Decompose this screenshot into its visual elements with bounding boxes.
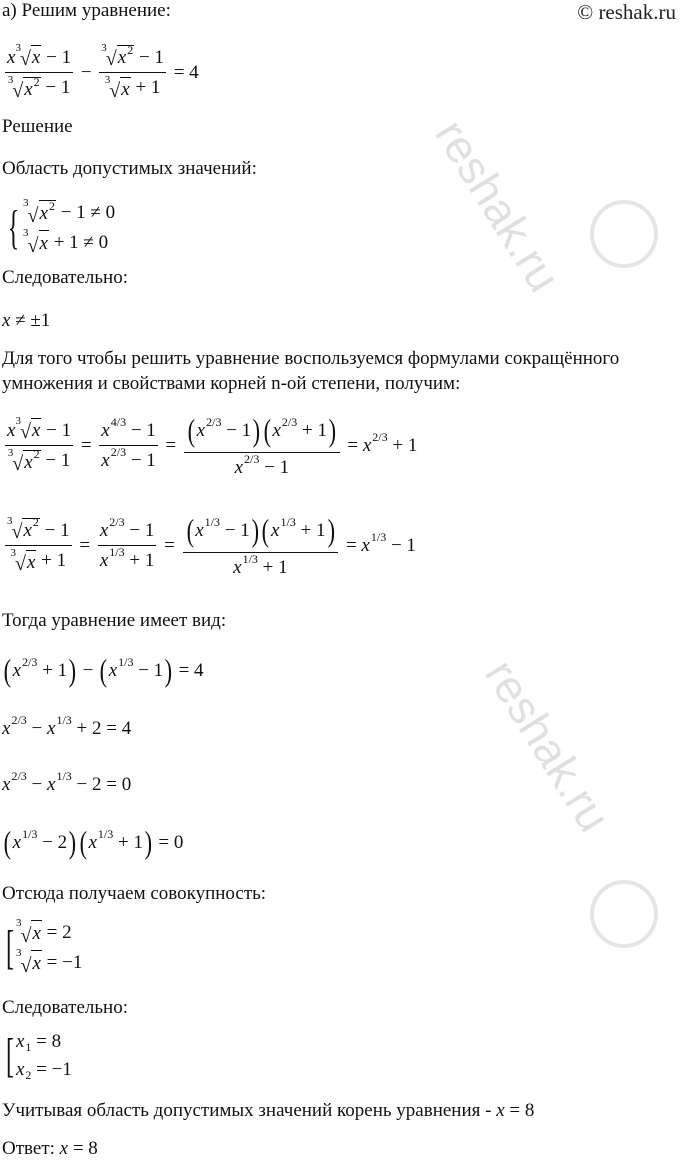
variable-symbol: x bbox=[99, 519, 109, 541]
fraction bbox=[99, 42, 166, 102]
math-text: = −1 bbox=[31, 1059, 72, 1080]
math-text: − 1 bbox=[126, 449, 156, 471]
radical-sign-icon: √ bbox=[20, 925, 32, 947]
numerator bbox=[5, 414, 73, 446]
math-text: = bbox=[160, 434, 182, 456]
math-text: − 1 bbox=[39, 519, 70, 541]
fraction-exponent: 2/3 bbox=[372, 429, 388, 444]
math-text: + 1 bbox=[113, 831, 143, 853]
denominator bbox=[99, 446, 158, 472]
cube-root bbox=[15, 947, 42, 977]
math-text: = bbox=[74, 534, 95, 556]
watermark-circle-icon bbox=[590, 200, 658, 268]
math-text: + 1 bbox=[295, 519, 326, 541]
subscript: 1 bbox=[25, 1040, 32, 1054]
fraction-exponent: 1/3 bbox=[56, 769, 72, 783]
fraction-exponent: 1/3 bbox=[280, 514, 296, 529]
bracket-icon: [ bbox=[5, 921, 14, 974]
math-text: + 1 bbox=[124, 549, 155, 571]
variable-symbol: x bbox=[26, 551, 36, 573]
exponent: 2 bbox=[48, 199, 55, 213]
radicand bbox=[120, 77, 130, 101]
fraction-exponent: 1/3 bbox=[118, 654, 134, 669]
variable-symbol: x bbox=[32, 953, 41, 974]
math-text: = 4 bbox=[168, 62, 199, 83]
fraction-exponent: 2/3 bbox=[109, 514, 125, 529]
intro-line-1: Для того чтобы решить уравнение воспользуемся формулами сокращённого bbox=[2, 348, 620, 369]
variable-symbol: x bbox=[32, 923, 41, 944]
radical-sign-icon: √ bbox=[15, 552, 26, 575]
fraction-exponent: 2/3 bbox=[110, 444, 127, 459]
domain-label: Область допустимых значений: bbox=[2, 158, 257, 179]
answer-label: Ответ: bbox=[2, 1138, 60, 1159]
row bbox=[15, 947, 83, 977]
numerator bbox=[184, 412, 340, 453]
variable bbox=[24, 74, 40, 101]
variable bbox=[361, 529, 387, 557]
variable-symbol: ( x bbox=[196, 419, 206, 441]
rows bbox=[15, 917, 83, 977]
fraction bbox=[5, 414, 73, 475]
variable bbox=[32, 952, 40, 976]
radicand bbox=[31, 950, 41, 976]
fraction bbox=[183, 512, 339, 579]
cube-root bbox=[15, 42, 41, 70]
math-text: − 2 bbox=[37, 831, 68, 853]
row bbox=[16, 1030, 72, 1054]
set-of-equations bbox=[2, 1030, 72, 1082]
variable bbox=[24, 447, 40, 474]
radicand bbox=[22, 515, 39, 542]
variable-symbol: ( x bbox=[271, 519, 280, 541]
variable bbox=[40, 232, 48, 256]
fraction-exponent: 2/3 bbox=[244, 452, 260, 466]
row bbox=[15, 917, 82, 947]
math-text: − 1 ≠ 0 bbox=[55, 202, 116, 223]
exponent: 2 bbox=[32, 515, 39, 529]
fraction-exponent: 1/3 bbox=[242, 552, 258, 566]
variable bbox=[271, 514, 296, 542]
fraction-exponent: 4/3 bbox=[110, 414, 127, 429]
variable-symbol: x bbox=[31, 47, 41, 68]
variable-symbol: x bbox=[233, 557, 242, 578]
parenthesized-group bbox=[98, 652, 174, 689]
cube-root bbox=[15, 917, 42, 947]
root-index: 3 bbox=[104, 74, 111, 86]
math-text: + 1 bbox=[257, 557, 288, 578]
radicand bbox=[23, 74, 40, 101]
radical-sign-icon: √ bbox=[12, 80, 24, 102]
numerator bbox=[5, 514, 72, 546]
denominator bbox=[6, 446, 73, 474]
variable bbox=[117, 42, 134, 69]
math-text: + 1 bbox=[387, 434, 418, 456]
equation-b bbox=[2, 713, 132, 740]
variable bbox=[101, 444, 127, 472]
math-text: − 1 bbox=[133, 659, 164, 681]
math-text: = 8 bbox=[68, 1138, 98, 1159]
variable bbox=[195, 514, 221, 542]
math-text: + 1 bbox=[36, 549, 67, 571]
bracket-icon: [ bbox=[5, 1029, 14, 1082]
variable-symbol: x bbox=[24, 451, 33, 473]
math-text: − 1 bbox=[126, 419, 156, 441]
denominator bbox=[231, 553, 290, 579]
variable bbox=[362, 429, 388, 457]
radical-sign-icon: √ bbox=[19, 420, 31, 443]
radicand bbox=[31, 920, 41, 946]
variable-symbol: ( x bbox=[12, 659, 22, 681]
variable-symbol: x bbox=[47, 718, 56, 739]
exponent: 2 bbox=[127, 42, 134, 57]
root-index: 3 bbox=[7, 446, 14, 459]
variable-symbol: x bbox=[101, 419, 110, 441]
math-text: − 1 bbox=[220, 519, 250, 541]
math-text: + 2 = 4 bbox=[71, 718, 132, 739]
then-label: Тогда уравнение имеет вид: bbox=[2, 610, 227, 631]
variable-symbol: ( x bbox=[108, 659, 118, 681]
fraction-exponent: 1/3 bbox=[97, 826, 114, 841]
diagonal-watermark: reshak.ru bbox=[425, 110, 571, 301]
variable bbox=[27, 552, 35, 574]
math-text: − bbox=[26, 718, 47, 739]
math-text: − 1 bbox=[41, 419, 72, 441]
math-text: = −1 bbox=[41, 952, 83, 973]
variable bbox=[121, 79, 129, 101]
math-text: − bbox=[76, 62, 97, 83]
hence-label: Отсюда получаем совокупность: bbox=[2, 883, 267, 904]
root-index: 3 bbox=[23, 227, 29, 239]
variable-symbol: x bbox=[7, 419, 16, 441]
row bbox=[16, 1058, 72, 1082]
variable bbox=[2, 310, 10, 332]
variable-symbol: x bbox=[24, 79, 33, 100]
variable bbox=[12, 654, 38, 682]
variable bbox=[88, 826, 114, 854]
variable bbox=[16, 1058, 31, 1082]
variable bbox=[7, 420, 15, 442]
variable bbox=[99, 544, 125, 572]
variable bbox=[23, 515, 39, 542]
rows bbox=[23, 197, 116, 257]
cube-root bbox=[7, 514, 40, 543]
conclusion-value bbox=[496, 1100, 534, 1122]
variable-symbol: ( x bbox=[88, 831, 97, 853]
root-index: 3 bbox=[15, 917, 22, 929]
variable bbox=[32, 420, 40, 442]
math-text: = bbox=[342, 434, 363, 456]
numerator bbox=[99, 414, 158, 446]
variable-symbol: x bbox=[362, 434, 372, 456]
math-text: − 1 bbox=[40, 77, 71, 98]
radicand bbox=[26, 550, 36, 574]
math-text: ≠ ±1 bbox=[10, 310, 51, 331]
variable-symbol: ( x bbox=[12, 831, 22, 853]
math-text: = 4 bbox=[173, 659, 204, 681]
parenthesized-group bbox=[78, 824, 154, 861]
fraction-exponent: 1/3 bbox=[370, 529, 387, 544]
denominator bbox=[6, 73, 73, 101]
root-index: 3 bbox=[10, 546, 16, 559]
row bbox=[23, 227, 115, 257]
variable-symbol: x bbox=[7, 47, 16, 68]
fraction bbox=[184, 412, 340, 479]
fraction-exponent: 1/3 bbox=[109, 544, 125, 559]
root-index: 3 bbox=[7, 514, 13, 527]
fraction bbox=[98, 514, 157, 572]
variable bbox=[233, 552, 258, 579]
variable-symbol: x bbox=[121, 79, 130, 100]
transform-step-2 bbox=[2, 512, 416, 579]
math-text: − 1 bbox=[134, 47, 164, 68]
bracket-icon: { bbox=[7, 201, 20, 254]
math-text: − 1 bbox=[124, 519, 155, 541]
variable-symbol: x bbox=[361, 534, 370, 556]
math-text: − bbox=[26, 774, 47, 795]
variable bbox=[32, 922, 40, 946]
variable bbox=[234, 452, 260, 479]
variable-symbol: x bbox=[99, 549, 109, 571]
math-text: = 8 bbox=[504, 1100, 535, 1121]
math-text: − 1 bbox=[40, 449, 71, 471]
variable bbox=[272, 414, 298, 442]
variable-symbol: x bbox=[2, 718, 11, 739]
variable bbox=[101, 414, 127, 442]
math-text: = bbox=[76, 434, 97, 456]
variable-symbol: x bbox=[15, 1059, 25, 1080]
therefore-label: Следовательно: bbox=[2, 267, 128, 288]
radical-sign-icon: √ bbox=[12, 452, 24, 475]
radical-sign-icon: √ bbox=[27, 205, 39, 227]
equation-a bbox=[2, 652, 204, 689]
conclusion-text: Учитывая область допустимых значений корень уравнения - bbox=[2, 1100, 497, 1121]
math-text: − bbox=[77, 659, 99, 681]
variable-symbol: x bbox=[31, 419, 41, 441]
variable bbox=[7, 47, 15, 69]
row bbox=[23, 197, 116, 227]
math-text: − 1 bbox=[221, 419, 252, 441]
variable-symbol: x bbox=[39, 233, 48, 254]
fraction-exponent: 2/3 bbox=[11, 713, 27, 727]
radical-sign-icon: √ bbox=[109, 80, 121, 102]
domain-system bbox=[2, 197, 116, 257]
radical-sign-icon: √ bbox=[27, 235, 39, 257]
radicand bbox=[23, 447, 40, 474]
radicand bbox=[31, 418, 41, 442]
fraction bbox=[5, 514, 72, 575]
transform-step-1 bbox=[2, 412, 417, 479]
cube-root bbox=[101, 42, 134, 70]
variable-symbol: x bbox=[39, 203, 48, 224]
variable-symbol: x bbox=[59, 1138, 69, 1159]
intro-line-2: умножения и свойствами корней n-ой степени, получим: bbox=[2, 373, 461, 394]
math-text: − 1 bbox=[386, 534, 416, 556]
variable-symbol: ( x bbox=[195, 519, 204, 541]
variable bbox=[99, 514, 125, 542]
numerator bbox=[98, 514, 157, 546]
denominator bbox=[9, 546, 69, 574]
fraction-exponent: 2/3 bbox=[22, 654, 38, 669]
equation-d bbox=[2, 824, 183, 861]
denominator bbox=[233, 453, 292, 479]
variable-symbol: x bbox=[117, 47, 127, 68]
variable bbox=[496, 1100, 504, 1122]
problem-equation bbox=[2, 42, 199, 102]
cube-root bbox=[10, 546, 37, 575]
variable bbox=[196, 414, 222, 442]
variable-symbol: x bbox=[101, 449, 110, 471]
variable-symbol: ( x bbox=[272, 419, 281, 441]
math-text: + 1 bbox=[37, 659, 68, 681]
fraction-exponent: 1/3 bbox=[56, 713, 72, 727]
variable bbox=[108, 654, 134, 682]
fraction-exponent: 2/3 bbox=[11, 769, 27, 783]
math-text: − 2 = 0 bbox=[71, 774, 132, 795]
exponent: 2 bbox=[33, 447, 40, 461]
variable bbox=[16, 1030, 31, 1054]
variable-symbol: x bbox=[2, 774, 11, 795]
variable-symbol: x bbox=[15, 1031, 25, 1052]
cube-root bbox=[104, 74, 131, 102]
radical-sign-icon: √ bbox=[105, 48, 117, 70]
variable bbox=[39, 199, 55, 226]
variable-symbol: x bbox=[496, 1100, 505, 1121]
math-text: = 0 bbox=[153, 831, 184, 853]
root-index: 3 bbox=[23, 197, 29, 209]
parenthesized-group bbox=[2, 652, 78, 689]
system-of-conditions bbox=[2, 197, 116, 257]
denominator bbox=[98, 546, 157, 572]
math-text: − 1 bbox=[259, 457, 290, 478]
denominator bbox=[103, 73, 163, 101]
watermark-circle-icon bbox=[590, 880, 658, 948]
diagonal-watermark: reshak.ru bbox=[475, 650, 621, 841]
cube-root bbox=[7, 74, 41, 102]
roots-set bbox=[2, 1030, 72, 1082]
root-index: 3 bbox=[7, 74, 14, 86]
radical-sign-icon: √ bbox=[11, 520, 23, 543]
cube-root bbox=[7, 446, 41, 475]
root-index: 3 bbox=[15, 42, 21, 54]
root-index: 3 bbox=[15, 947, 22, 959]
variable bbox=[32, 47, 40, 69]
variable-symbol: x bbox=[234, 457, 244, 478]
numerator bbox=[5, 42, 73, 73]
parenthesized-group bbox=[260, 512, 336, 549]
math-text: + 1 ≠ 0 bbox=[48, 232, 109, 253]
equation-c bbox=[2, 769, 132, 796]
solution-heading: Решение bbox=[2, 116, 73, 137]
math-text: − 1 bbox=[41, 47, 72, 68]
math-text: + 1 bbox=[130, 77, 161, 98]
exponent: 2 bbox=[33, 74, 40, 89]
numerator bbox=[183, 512, 339, 553]
math-text: = bbox=[159, 534, 180, 556]
variable bbox=[47, 769, 72, 796]
fraction-exponent: 1/3 bbox=[22, 826, 38, 841]
subscript: 2 bbox=[25, 1068, 32, 1082]
numerator bbox=[99, 42, 166, 73]
fraction-exponent: 2/3 bbox=[206, 414, 222, 429]
root-set bbox=[2, 917, 83, 977]
radicand bbox=[117, 42, 134, 69]
variable bbox=[2, 769, 27, 796]
radical-sign-icon: √ bbox=[19, 48, 31, 70]
cube-root bbox=[15, 414, 41, 443]
variable-symbol: x bbox=[47, 774, 56, 795]
parenthesized-group bbox=[262, 412, 338, 449]
radicand bbox=[39, 200, 56, 226]
conclusion-line bbox=[2, 1100, 534, 1122]
parenthesized-group bbox=[185, 512, 261, 549]
fraction-exponent: 2/3 bbox=[281, 414, 298, 429]
radicand bbox=[39, 230, 49, 256]
root-index: 3 bbox=[15, 414, 21, 427]
math-text: = 2 bbox=[41, 922, 72, 943]
math-text: + 1 bbox=[297, 419, 327, 441]
math-text: = 8 bbox=[31, 1031, 62, 1052]
domain-result bbox=[2, 310, 50, 332]
fraction bbox=[5, 42, 73, 102]
fraction bbox=[99, 414, 158, 472]
cube-root bbox=[23, 227, 49, 257]
radical-sign-icon: √ bbox=[20, 955, 32, 977]
fraction-exponent: 1/3 bbox=[204, 514, 221, 529]
copyright-watermark: © reshak.ru bbox=[577, 0, 676, 24]
variable bbox=[47, 713, 72, 740]
set-of-equations bbox=[2, 917, 83, 977]
cube-root bbox=[23, 197, 56, 227]
task-heading: а) Решим уравнение: bbox=[2, 0, 171, 21]
therefore-label-2: Следовательно: bbox=[2, 997, 128, 1018]
parenthesized-group bbox=[2, 824, 78, 861]
variable-symbol: x bbox=[23, 519, 32, 541]
variable bbox=[2, 713, 27, 740]
variable-symbol: x bbox=[2, 310, 11, 331]
rows bbox=[16, 1030, 72, 1082]
root-index: 3 bbox=[101, 42, 107, 54]
parenthesized-group bbox=[186, 412, 262, 449]
radicand bbox=[31, 45, 41, 69]
variable bbox=[12, 826, 38, 854]
math-text: = bbox=[341, 534, 362, 556]
